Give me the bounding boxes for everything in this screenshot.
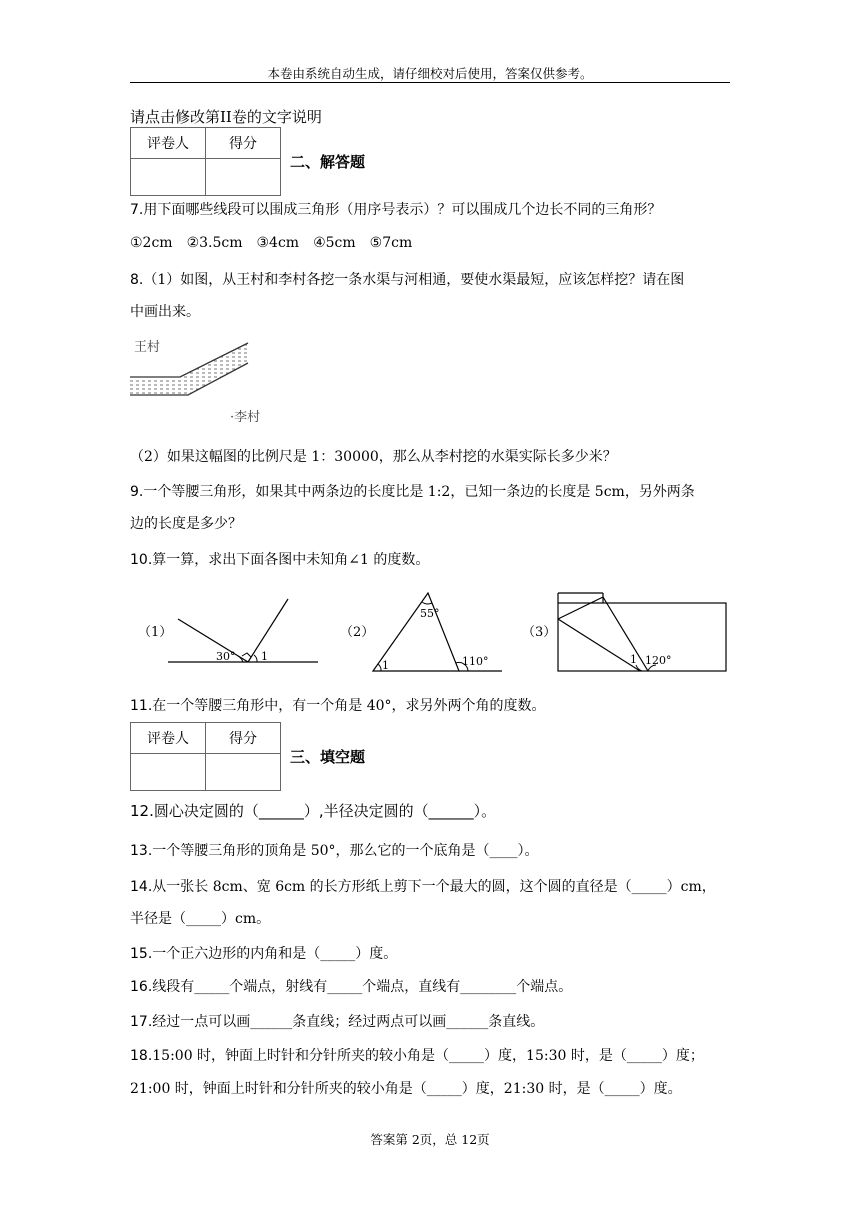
question-9-line2: 边的长度是多少？ — [130, 516, 242, 532]
question-number: 14. — [130, 879, 153, 895]
question-10 — [130, 550, 730, 570]
question-text: 在一个等腰三角形中，有一个角是 40°，求另外两个角的度数。 — [152, 698, 546, 714]
question-12 — [130, 801, 730, 821]
question-number: 9. — [130, 484, 144, 500]
question-text: 线段有_____个端点，射线有_____个端点，直线有________个端点。 — [152, 979, 573, 995]
question-number: 18. — [130, 1048, 153, 1064]
question-18-line2: 21:00 时，钟面上时针和分针所夹的较小角是（_____）度，21:30 时，是（_____）度。 — [130, 1081, 682, 1097]
figure-1-arc-1 — [254, 655, 257, 662]
question-text: 经过一点可以画______条直线；经过两点可以画______条直线。 — [152, 1014, 545, 1030]
figure-2-left-angle: 1 — [382, 659, 389, 672]
village-li-label: ·李村 — [230, 410, 261, 425]
question-number: 17. — [130, 1014, 153, 1030]
figure-3-fold-edge — [558, 619, 640, 671]
figure-1-right-ray — [248, 599, 288, 662]
figure-2-exterior-angle: 110° — [462, 655, 489, 668]
question-number: 10. — [130, 552, 153, 568]
figure-3-angle-mark: 1 — [630, 653, 637, 666]
question-8-line2: 中画出来。 — [130, 304, 200, 320]
question-18 — [130, 1046, 730, 1066]
question-number: 15. — [130, 946, 153, 962]
score-table-grader-cell[interactable] — [131, 159, 206, 196]
question-text-line1: 一个等腰三角形，如果其中两条边的长度比是 1:2，已知一条边的长度是 5cm，另外两条 — [143, 484, 695, 500]
figure-1-label: （1） — [138, 625, 173, 640]
figure-1-angle-mark: 1 — [261, 650, 268, 663]
figure-1-angle-label: 30° — [216, 650, 236, 663]
question-number: 16. — [130, 979, 153, 995]
figure-2-top-angle: 55° — [420, 607, 440, 620]
score-table-score-header: 得分 — [206, 128, 281, 159]
question-text: 用下面哪些线段可以围成三角形（用序号表示）？可以围成几个边长不同的三角形？ — [143, 202, 662, 218]
figure-1-left-ray — [178, 619, 248, 662]
question-text: 一个等腰三角形的顶角是 50°，那么它的一个底角是（____）。 — [152, 843, 539, 859]
question-text-line1: （1）如图，从王村和李村各挖一条水渠与河相通，要使水渠最短，应该怎样挖？请在图 — [143, 272, 685, 288]
question-text: 圆心决定圆的（______）,半径决定圆的（______）。 — [153, 802, 497, 820]
figure-3-fold-upper — [558, 597, 603, 619]
score-table-grader-header: 评卷人 — [131, 723, 206, 754]
river-village-figure — [130, 335, 280, 430]
score-table-score-cell[interactable] — [206, 159, 281, 196]
figure-2-label: （2） — [340, 625, 375, 640]
question-7-options: ①2cm ②3.5cm ③4cm ④5cm ⑤7cm — [130, 235, 413, 251]
question-8-part2: （2）如果这幅图的比例尺是 1：30000，那么从李村挖的水渠实际长多少米？ — [130, 449, 617, 465]
question-8 — [130, 270, 730, 290]
score-table-section3 — [130, 722, 281, 791]
question-number: 11. — [130, 698, 153, 714]
question-14 — [130, 877, 730, 897]
figure-1-right-angle-mark — [242, 653, 251, 657]
question-9 — [130, 482, 730, 502]
question-text: 算一算，求出下面各图中未知角∠1 的度数。 — [152, 552, 430, 568]
question-text-line1: 从一张长 8cm、宽 6cm 的长方形纸上剪下一个最大的圆，这个圆的直径是（_____）cm， — [152, 879, 716, 895]
header-divider — [130, 82, 730, 83]
section-title-3: 三、填空题 — [290, 748, 366, 766]
question-number: 13. — [130, 843, 153, 859]
question-16 — [130, 977, 730, 997]
figure-2-arc-left — [378, 664, 381, 671]
figure-3-crease — [603, 597, 648, 671]
section-title-2: 二、解答题 — [290, 153, 366, 171]
score-table-score-header: 得分 — [206, 723, 281, 754]
question-text-line1: 15:00 时，钟面上时针和分针所夹的较小角是（_____）度，15:30 时，是（_____）度； — [152, 1048, 704, 1064]
score-table-grader-header: 评卷人 — [131, 128, 206, 159]
page-footer: 答案第 2页，总 12页 — [370, 1132, 490, 1147]
section-note: 请点击修改第II卷的文字说明 — [130, 108, 322, 126]
question-13 — [130, 841, 730, 861]
question-number: 8. — [130, 272, 144, 288]
figure-2-arc-top — [422, 602, 432, 604]
page-header: 本卷由系统自动生成，请仔细校对后使用，答案仅供参考。 — [267, 66, 593, 81]
question-17 — [130, 1012, 730, 1032]
question-7 — [130, 200, 730, 220]
score-table-grader-cell[interactable] — [131, 754, 206, 791]
question-11 — [130, 696, 730, 716]
village-wang-label: 王村 — [134, 340, 161, 355]
figure-3-label: （3） — [522, 625, 557, 640]
figure-3-angle-label: 120° — [645, 654, 672, 667]
question-text: 一个正六边形的内角和是（_____）度。 — [152, 946, 398, 962]
angle-figures — [130, 585, 730, 677]
question-number: 12. — [130, 802, 154, 820]
question-number: 7. — [130, 202, 144, 218]
score-table-score-cell[interactable] — [206, 754, 281, 791]
question-14-line2: 半径是（_____）cm。 — [130, 911, 271, 927]
question-15 — [130, 944, 730, 964]
score-table-section2 — [130, 127, 281, 196]
